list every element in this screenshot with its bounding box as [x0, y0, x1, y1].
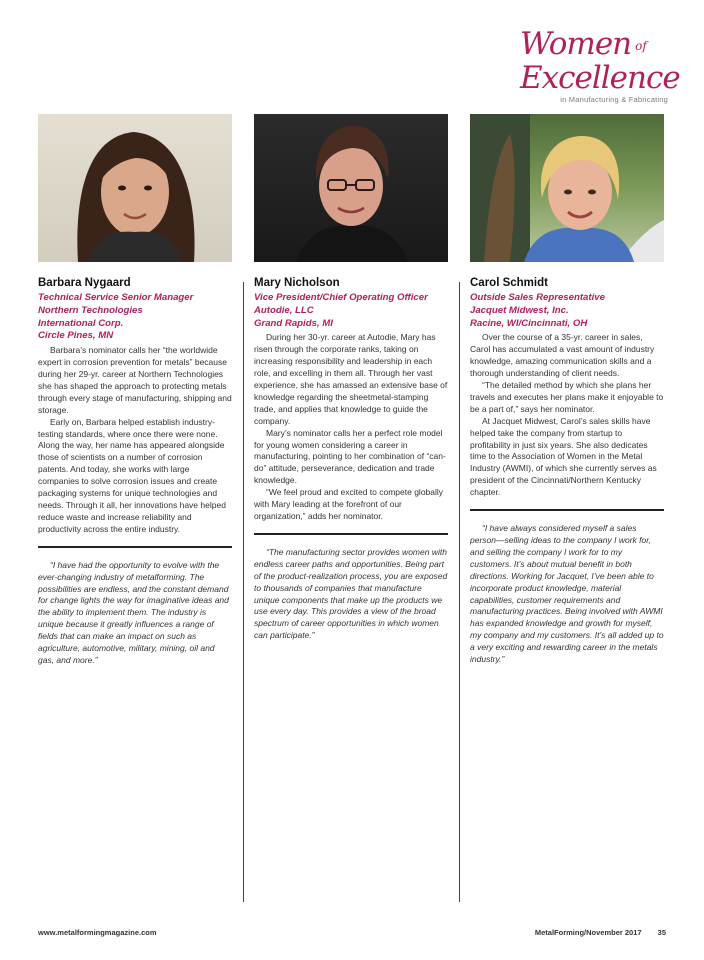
logo-subtitle: in Manufacturing & Fabricating [560, 95, 668, 104]
footer-issue-label: MetalForming/November 2017 [534, 928, 642, 937]
profile-column-1 [38, 114, 232, 667]
portrait-image [470, 114, 664, 262]
profile-quote: “The manufacturing sector provides women with endless career paths and opportunities. Being part of the product-realization process, you are exposed to thousands of companies that manufacture unique components that make up the products we use every day. This provides a view of the broad spectrum of career opportunities in which women can participate.” [254, 533, 448, 642]
logo-excellence: Excellence [520, 60, 680, 96]
portrait-photo-3 [470, 114, 664, 262]
column-divider [243, 282, 244, 902]
profile-title: Vice President/Chief Operating Officer Autodie, LLC Grand Rapids, MI [254, 292, 428, 329]
logo-of: of [635, 39, 647, 53]
profile-body: During her 30-yr. career at Autodie, Mary has risen through the corporate ranks, taking on increasing responsibility and leadership in each role, and excelling in them all. Through her vast experience, she has amassed an extensive base of knowledge regarding the sheetmetal-stamping trade, and applies that knowledge to guide the company. Mary’s nominator calls her a perfect role model for young women considering a career in manufacturing, pointing to her combination of “can-do” attitude, perseverance, dedication and trade knowledge. “We feel proud and excited to compete globally with Mary leading at the forefront of our organization,” adds her nominator. [254, 332, 448, 521]
logo-women: Women [520, 26, 632, 62]
portrait-image [254, 114, 448, 262]
page-number: 35 [657, 928, 666, 937]
profile-quote: “I have had the opportunity to evolve with the ever-changing industry of metalforming. The possibilities are endless, and the constant demand for change lights the way for imaginative ideas and the ability to implement them. The industry is unique because it greatly influences a range of fields that can make an impact on such as agriculture, automotive, military, mining, oil and gas, and more.” [38, 546, 232, 667]
profile-body: Over the course of a 35-yr. career in sales, Carol has accumulated a vast amount of industry knowledge, amazing communication skills and a thorough understanding of client needs. “The detailed method by which she plans her travels and executes her plans make it enjoyable to be a part of,” says her nominator. At Jacquet Midwest, Carol’s sales skills have helped take the company from startup to profitability in just six years. She also dedicates time to the Association of Women in the Metal Industry (AWMI), of which she currently serves as president of the Cincinnati/Northern Kentucky chapter. [470, 332, 664, 498]
profile-title: Technical Service Senior Manager Northern Technologies International Corp. Circle Pines, MN [38, 292, 194, 342]
profile-column-3 [470, 114, 664, 666]
profile-column-2 [254, 114, 448, 642]
footer-website: www.metalformingmagazine.com [38, 928, 157, 937]
footer-issue [535, 928, 666, 937]
profile-title: Outside Sales Representative Jacquet Midwest, Inc. Racine, WI/Cincinnati, OH [470, 292, 605, 329]
profile-quote: “I have always considered myself a sales person—selling ideas to the company I work for, and selling the company I work for to my customers. It’s about mutual benefit in both directions. Working for Jacquet, I’ve been able to incorporate product knowledge, material capabilities, customer requirements and manufacturing practices. Being involved with AWMI has expanded knowledge and growth for myself, my company and my customers. It’s all added up to a very exciting and rewarding career in the metals industry.” [470, 509, 664, 666]
portrait-image [38, 114, 232, 262]
column-divider [459, 282, 460, 902]
profile-name: Barbara Nygaard [38, 277, 131, 289]
profile-body: Barbara’s nominator calls her “the worldwide expert in corrosion prevention for metals” because during her 29-yr. career at Northern Technologies she has shaped the approach to protecting metals through every stage of manufacturing, shipping and storage. Early on, Barbara helped establish industry-testing standards, where once there were none. Along the way, her name has appeared alongside those of scientists on a number of corrosion patents. And today, she works with large companies to solve corrosion issues and create packaging systems for unique technologies and needs. Through it all, her innovations have helped reduce waste and increase reliability and productivity across the entire industry. [38, 345, 232, 534]
women-of-excellence-logo [520, 26, 680, 104]
profile-name: Mary Nicholson [254, 277, 340, 289]
profile-name: Carol Schmidt [470, 277, 548, 289]
portrait-photo-2 [254, 114, 448, 262]
portrait-photo-1 [38, 114, 232, 262]
